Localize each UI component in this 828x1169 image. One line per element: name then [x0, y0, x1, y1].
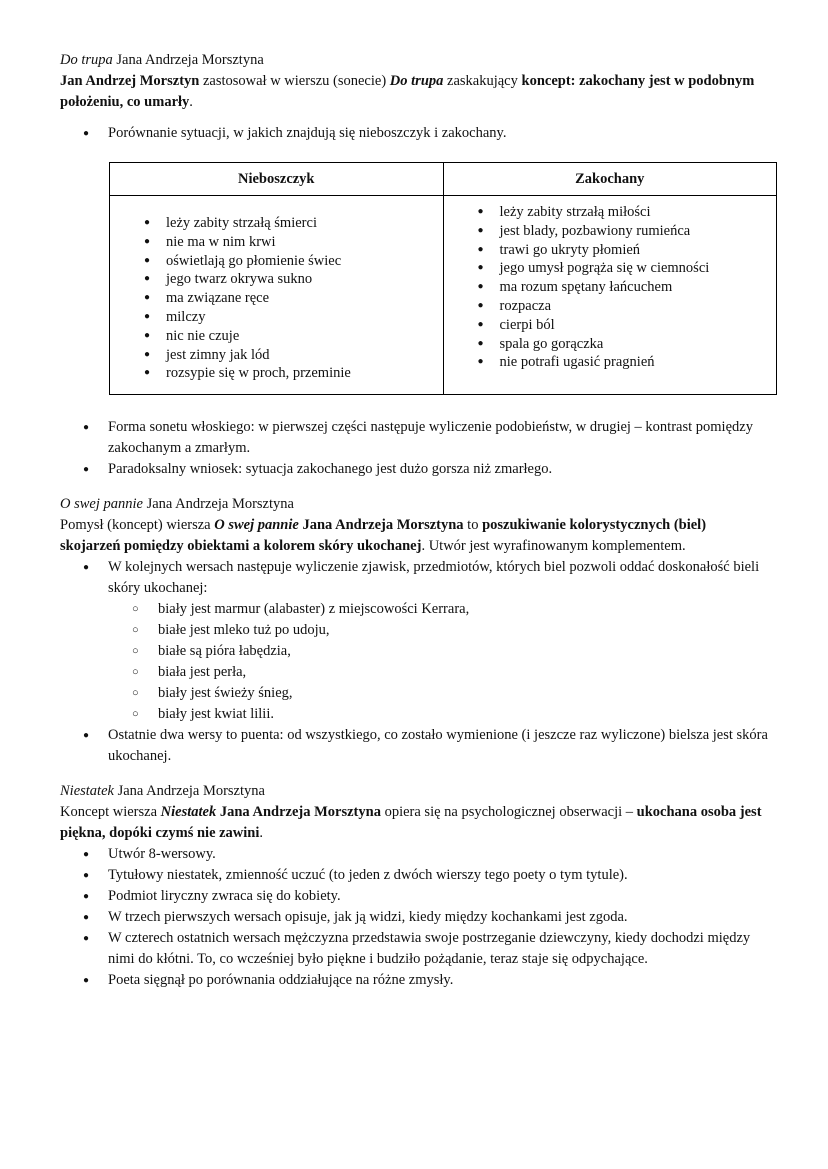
bullet-list — [60, 725, 768, 767]
list-item: ● trawi go ukryty płomień — [444, 241, 777, 260]
list-item: ● rozsypie się w proch, przeminie — [110, 364, 443, 383]
list-item: ● leży zabity strzałą miłości — [444, 203, 777, 222]
list-item: ● jest blady, pozbawiony rumieńca — [444, 222, 777, 241]
list-item: ● ma związane ręce — [110, 289, 443, 308]
list-item: ● rozpacza — [444, 297, 777, 316]
list-item: ● W trzech pierwszych wersach opisuje, jak ją widzi, kiedy między kochankami jest zgoda. — [60, 907, 768, 928]
bullet-list — [60, 417, 768, 480]
table-cell-zakochany — [443, 196, 777, 395]
list-item: ● W czterech ostatnich wersach mężczyzna przedstawia swoje postrzeganie dziewczyny, kiedy dochodzi między nimi do kłótni. To, co wcześniej było piękne i budziło pożądanie, teraz staje się odpychające. — [60, 928, 768, 970]
list-item: ● Ostatnie dwa wersy to puenta: od wszystkiego, co zostało wymienione (i jeszcze raz wyliczone) bielsza jest skóra ukochanej. — [60, 725, 768, 767]
bullet-list — [60, 557, 768, 599]
list-item: ● leży zabity strzałą śmierci — [110, 214, 443, 233]
section-title-do-trupa: Do trupa Jana Andrzeja Morsztyna — [60, 52, 264, 68]
intro-o-swej-pannie: Pomysł (koncept) wiersza O swej pannie Jana Andrzeja Morsztyna to poszukiwanie kolorystycznych (biel) skojarzeń pomiędzy obiektami a kolorem skóry ukochanej. Utwór jest wyrafinowanym komplementem. — [60, 517, 707, 554]
list-item: ● nic nie czuje — [110, 327, 443, 346]
list-item: ● jest zimny jak lód — [110, 346, 443, 365]
section-title-niestatek: Niestatek Jana Andrzeja Morsztyna — [60, 783, 265, 799]
list-item: ● jego twarz okrywa sukno — [110, 270, 443, 289]
list-item: ● nie potrafi ugasić pragnień — [444, 353, 777, 372]
list-item: ● milczy — [110, 308, 443, 327]
list-item: ● jego umysł pogrąża się w ciemności — [444, 259, 777, 278]
zakochany-list — [444, 203, 777, 372]
list-item: ○ białe są pióra łabędzia, — [60, 641, 768, 662]
list-item: ● cierpi ból — [444, 316, 777, 335]
table-header-zakochany: Zakochany — [443, 163, 777, 196]
list-item: ● ma rozum spętany łańcuchem — [444, 278, 777, 297]
bullet-list — [60, 123, 768, 144]
list-item: ● nie ma w nim krwi — [110, 233, 443, 252]
list-item: ● Tytułowy niestatek, zmienność uczuć (to jeden z dwóch wierszy tego poety o tym tytule). — [60, 865, 768, 886]
list-item: ● Poeta sięgnął po porównania oddziałujące na różne zmysły. — [60, 970, 768, 991]
list-item: ○ białe jest mleko tuż po udoju, — [60, 620, 768, 641]
list-item: ○ biała jest perła, — [60, 662, 768, 683]
table-header-nieboszczyk: Nieboszczyk — [110, 163, 444, 196]
list-item: ● Utwór 8-wersowy. — [60, 844, 768, 865]
sub-bullet-list — [60, 599, 768, 725]
intro-do-trupa: Jan Andrzej Morsztyn zastosował w wierszu (sonecie) Do trupa zaskakujący koncept: zakochany jest w podobnym położeniu, co umarły. — [60, 73, 755, 110]
bullet-list — [60, 844, 768, 991]
list-item: ○ biały jest marmur (alabaster) z miejscowości Kerrara, — [60, 599, 768, 620]
list-item: ● W kolejnych wersach następuje wyliczenie zjawisk, przedmiotów, których biel pozwoli oddać doskonałość bieli skóry ukochanej: — [60, 557, 768, 599]
comparison-table — [109, 162, 777, 395]
section-title-o-swej-pannie: O swej pannie Jana Andrzeja Morsztyna — [60, 496, 294, 512]
list-item: ● Podmiot liryczny zwraca się do kobiety. — [60, 886, 768, 907]
list-item: ● oświetlają go płomienie świec — [110, 252, 443, 271]
intro-niestatek: Koncept wiersza Niestatek Jana Andrzeja Morsztyna opiera się na psychologicznej obserwacji – ukochana osoba jest piękna, dopóki czymś nie zawini. — [60, 804, 762, 841]
list-item: ● spala go gorączka — [444, 335, 777, 354]
list-item: ○ biały jest kwiat lilii. — [60, 704, 768, 725]
list-item: ● Forma sonetu włoskiego: w pierwszej części następuje wyliczenie podobieństw, w drugiej – kontrast pomiędzy zakochanym a zmarłym. — [60, 417, 768, 459]
list-item: ● Paradoksalny wniosek: sytuacja zakochanego jest dużo gorsza niż zmarłego. — [60, 459, 768, 480]
list-item: ○ biały jest świeży śnieg, — [60, 683, 768, 704]
nieboszczyk-list — [110, 214, 443, 383]
table-cell-nieboszczyk — [110, 196, 444, 395]
list-item: ● Porównanie sytuacji, w jakich znajdują się nieboszczyk i zakochany. — [60, 123, 768, 144]
